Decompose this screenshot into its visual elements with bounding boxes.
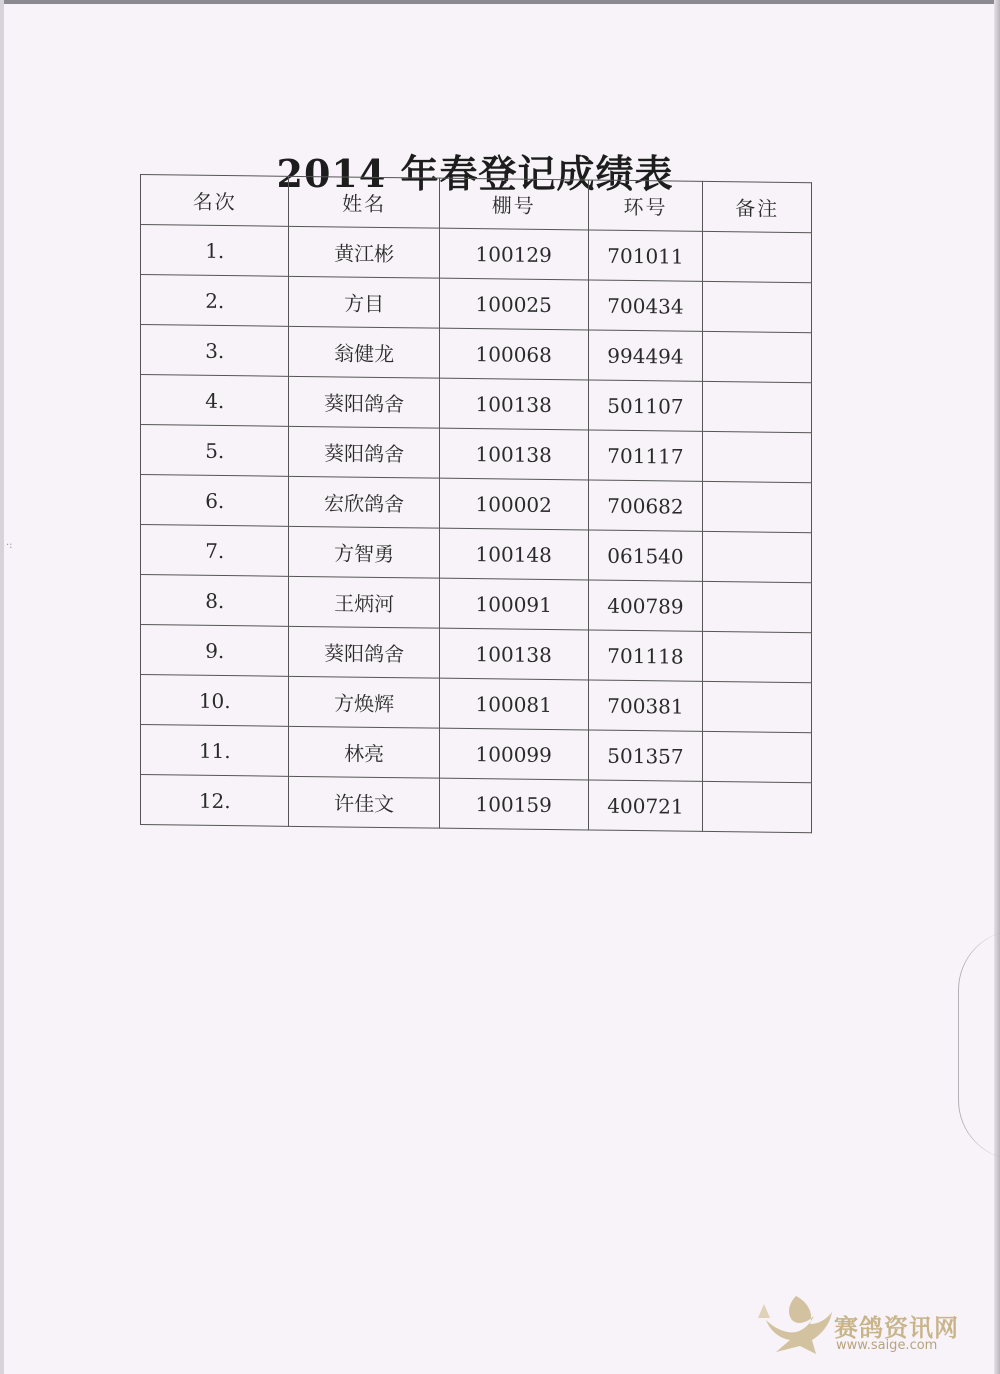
table-row <box>141 325 812 383</box>
cell-note <box>703 231 812 282</box>
pigeon-logo-icon <box>756 1290 836 1360</box>
table-row <box>141 275 812 333</box>
cell-loft: 100138 <box>439 378 588 430</box>
paper-top-edge <box>0 0 1000 4</box>
cell-loft: 100002 <box>439 478 588 530</box>
cell-ring: 700682 <box>588 480 703 531</box>
cell-note <box>703 681 812 732</box>
cell-ring: 700381 <box>588 680 703 731</box>
cell-ring: 400789 <box>588 580 703 631</box>
table-row <box>141 625 812 683</box>
header-rank: 名次 <box>141 175 289 227</box>
cell-rank: 1. <box>141 225 289 277</box>
watermark <box>756 1290 966 1360</box>
table-row <box>141 775 812 833</box>
cell-ring: 701117 <box>588 430 703 481</box>
watermark-url: www.saige.com <box>836 1338 938 1353</box>
table-row <box>141 675 812 733</box>
table-row <box>141 725 812 783</box>
cell-name: 葵阳鸽舍 <box>289 426 439 478</box>
cell-loft: 100138 <box>439 628 588 680</box>
table-row <box>141 375 812 433</box>
document-title: 2014 年春登记成绩表 <box>276 151 674 197</box>
cell-rank: 3. <box>141 325 289 377</box>
table-row <box>141 475 812 533</box>
header-name: 姓名 <box>289 176 439 228</box>
cell-name: 方目 <box>289 276 439 328</box>
cell-ring: 400721 <box>588 780 703 831</box>
cell-ring: 061540 <box>588 530 703 581</box>
cell-note <box>703 781 812 832</box>
header-note: 备注 <box>703 181 812 232</box>
cell-rank: 2. <box>141 275 289 327</box>
cell-note <box>703 731 812 782</box>
cell-rank: 5. <box>141 425 289 477</box>
cell-note <box>703 581 812 632</box>
cell-name: 翁健龙 <box>289 326 439 378</box>
cell-note <box>703 331 812 382</box>
cell-note <box>703 381 812 432</box>
page-curl-shadow <box>958 930 1000 1160</box>
watermark-title: 赛鸽资讯网 <box>834 1314 959 1342</box>
cell-name: 葵阳鸽舍 <box>289 626 439 678</box>
table-row <box>141 525 812 583</box>
scan-speck: ·: <box>6 540 13 551</box>
cell-ring: 994494 <box>588 330 703 381</box>
cell-loft: 100081 <box>439 678 588 730</box>
cell-note <box>703 631 812 682</box>
cell-note <box>703 481 812 532</box>
cell-name: 许佳文 <box>289 776 439 828</box>
cell-name: 王炳河 <box>289 576 439 628</box>
cell-rank: 6. <box>141 475 289 527</box>
cell-rank: 11. <box>141 725 289 777</box>
cell-loft: 100159 <box>439 778 588 830</box>
cell-name: 林亮 <box>289 726 439 778</box>
header-loft: 棚号 <box>439 178 588 230</box>
cell-loft: 100138 <box>439 428 588 480</box>
cell-loft: 100099 <box>439 728 588 780</box>
cell-rank: 8. <box>141 575 289 627</box>
cell-name: 宏欣鸽舍 <box>289 476 439 528</box>
table-header-row <box>141 175 812 233</box>
table-row <box>141 225 812 283</box>
cell-note <box>703 431 812 482</box>
cell-rank: 7. <box>141 525 289 577</box>
cell-loft: 100129 <box>439 228 588 280</box>
cell-ring: 701118 <box>588 630 703 681</box>
header-ring: 环号 <box>588 180 703 231</box>
table-row <box>141 425 812 483</box>
cell-ring: 700434 <box>588 280 703 331</box>
cell-ring: 501357 <box>588 730 703 781</box>
paper-right-edge <box>994 0 1000 1374</box>
cell-rank: 4. <box>141 375 289 427</box>
cell-ring: 501107 <box>588 380 703 431</box>
cell-name: 方智勇 <box>289 526 439 578</box>
cell-note <box>703 281 812 332</box>
cell-loft: 100025 <box>439 278 588 330</box>
cell-rank: 10. <box>141 675 289 727</box>
cell-loft: 100091 <box>439 578 588 630</box>
cell-rank: 9. <box>141 625 289 677</box>
cell-ring: 701011 <box>588 230 703 281</box>
table-row <box>141 575 812 633</box>
cell-note <box>703 531 812 582</box>
cell-rank: 12. <box>141 775 289 827</box>
cell-loft: 100148 <box>439 528 588 580</box>
results-table <box>140 174 812 833</box>
cell-name: 黄江彬 <box>289 226 439 278</box>
cell-name: 葵阳鸽舍 <box>289 376 439 428</box>
cell-name: 方焕辉 <box>289 676 439 728</box>
paper-left-edge <box>0 0 4 1374</box>
cell-loft: 100068 <box>439 328 588 380</box>
